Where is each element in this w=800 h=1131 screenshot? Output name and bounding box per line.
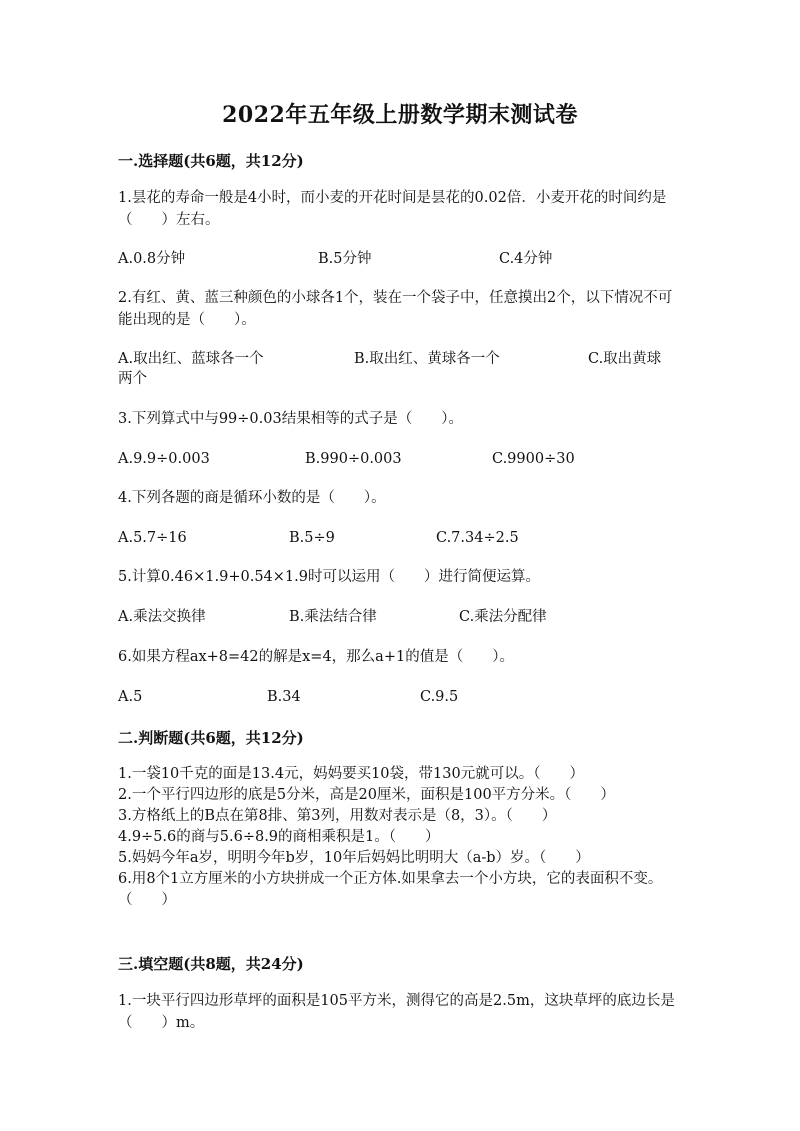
choice-6-option-b: B.34 <box>267 689 301 705</box>
judge-item-1: 1.一袋10千克的面是13.4元，妈妈要买10袋，带130元就可以。（ ） <box>118 766 584 782</box>
choice-4-option-a: A.5.7÷16 <box>118 530 187 546</box>
judge-item-2: 2.一个平行四边形的底是5分米，高是20厘米，面积是100平方分米。（ ） <box>118 787 615 803</box>
choice-1-option-b: B.5分钟 <box>318 251 372 267</box>
choice-question-5: 5.计算0.46×1.9+0.54×1.9时可以运用（ ）进行简便运算。 <box>118 569 540 585</box>
choice-question-2: 2.有红、黄、蓝三种颜色的小球各1个，装在一个袋子中，任意摸出2个，以下情况不可能出现的是（ ）。 <box>118 290 673 328</box>
choice-6-option-a: A.5 <box>118 689 143 705</box>
judge-list <box>118 764 683 911</box>
choice-question-3: 3.下列算式中与99÷0.03结果相等的式子是（ ）。 <box>118 411 463 427</box>
choice-6-option-c: C.9.5 <box>420 689 459 705</box>
choice-2-option-c-wrap: 两个 <box>118 371 147 387</box>
choice-question-6: 6.如果方程ax+8=42的解是x=4，那么a+1的值是（ ）。 <box>118 649 514 665</box>
choice-2-option-b: B.取出红、黄球各一个 <box>354 351 500 367</box>
choice-1-option-c: C.4分钟 <box>499 251 553 267</box>
choice-4-option-b: B.5÷9 <box>289 530 335 546</box>
choice-4-option-c: C.7.34÷2.5 <box>436 530 519 546</box>
section-judge-heading: 二.判断题(共6题，共12分) <box>118 729 304 747</box>
choice-2-option-c: C.取出黄球 <box>588 351 662 367</box>
section-choice-heading: 一.选择题(共6题，共12分) <box>118 152 304 170</box>
choice-2-option-a: A.取出红、蓝球各一个 <box>118 351 264 367</box>
judge-item-4: 4.9÷5.6的商与5.6÷8.9的商相乘积是1。（ ） <box>118 829 440 845</box>
choice-3-option-b: B.990÷0.003 <box>305 451 402 467</box>
choice-5-option-b: B.乘法结合律 <box>289 609 377 625</box>
choice-question-4: 4.下列各题的商是循环小数的是（ ）。 <box>118 490 386 506</box>
choice-5-option-a: A.乘法交换律 <box>118 609 206 625</box>
choice-5-option-c: C.乘法分配律 <box>459 609 547 625</box>
choice-3-option-c: C.9900÷30 <box>492 451 575 467</box>
choice-3-option-a: A.9.9÷0.003 <box>118 451 210 467</box>
choice-question-1: 1.昙花的寿命一般是4小时，而小麦的开花时间是昙花的0.02倍．小麦开花的时间约是（ ）左右。 <box>118 190 667 228</box>
judge-item-3: 3.方格纸上的B点在第8排、第3列，用数对表示是（8，3）。（ ） <box>118 808 557 824</box>
fill-question-1: 1.一块平行四边形草坪的面积是105平方米，测得它的高是2.5m，这块草坪的底边长是（ ）m。 <box>118 993 675 1031</box>
judge-item-5: 5.妈妈今年a岁，明明今年b岁，10年后妈妈比明明大（a-b）岁。（ ） <box>118 850 590 866</box>
section-fill-heading: 三.填空题(共8题，共24分) <box>118 955 304 973</box>
choice-1-option-a: A.0.8分钟 <box>118 251 186 267</box>
exam-title: 2022年五年级上册数学期末测试卷 <box>222 102 578 128</box>
judge-item-6: 6.用8个1立方厘米的小方块拼成一个正方体.如果拿去一个小方块，它的表面积不变。（ ） <box>118 871 663 908</box>
